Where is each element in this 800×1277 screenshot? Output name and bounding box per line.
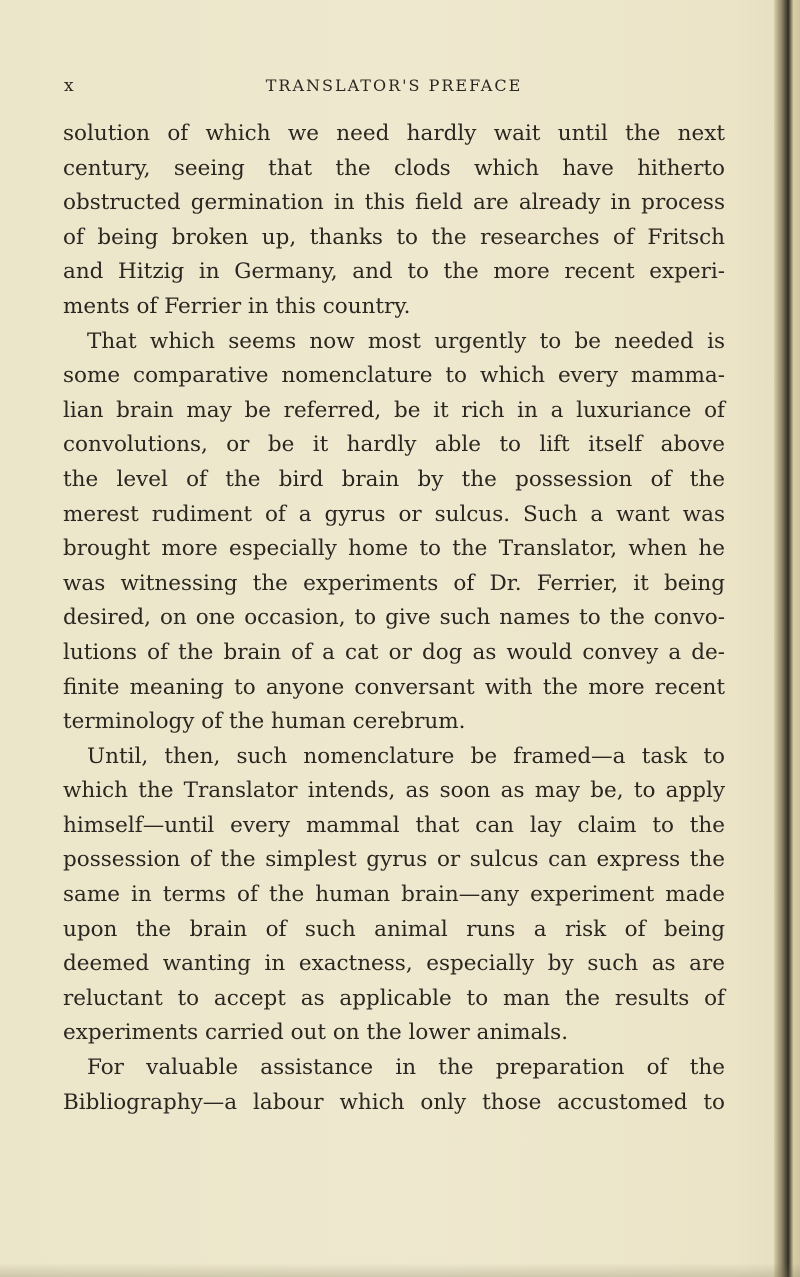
- text-line: finite meaning to anyone conversant with the more recent: [63, 674, 725, 700]
- text-line: possession of the simplest gyrus or sulcus can express the: [63, 847, 725, 873]
- text-line: lutions of the brain of a cat or dog as would convey a de-: [63, 639, 725, 665]
- page-number: x: [64, 76, 75, 96]
- text-line: Until, then, such nomenclature be framed—a task to: [87, 743, 725, 769]
- text-line: solution of which we need hardly wait until the next: [63, 121, 725, 146]
- text-line: terminology of the human cerebrum.: [63, 709, 466, 735]
- text-line: ments of Ferrier in this country.: [63, 293, 411, 319]
- text-line: That which seems now most urgently to be needed is: [87, 328, 725, 354]
- text-line: Bibliography—a labour which only those accustomed to: [63, 1089, 725, 1115]
- text-line: convolutions, or be it hardly able to lift itself above: [63, 432, 725, 458]
- text-line: century, seeing that the clods which have hitherto: [63, 155, 725, 181]
- page-header: [64, 76, 724, 102]
- text-line: desired, on one occasion, to give such names to the convo-: [63, 605, 725, 631]
- text-line: For valuable assistance in the preparation of the: [87, 1055, 725, 1081]
- text-line: himself—until every mammal that can lay claim to the: [63, 812, 725, 838]
- text-line: experiments carried out on the lower animals.: [63, 1020, 569, 1046]
- text-line: merest rudiment of a gyrus or sulcus. Such a want was: [63, 501, 725, 527]
- page-binding-edge: [774, 0, 800, 1277]
- text-line: same in terms of the human brain—any experiment made: [63, 882, 725, 908]
- running-title: TRANSLATOR'S PREFACE: [265, 76, 523, 95]
- text-line: obstructed germination in this field are already in process: [63, 190, 725, 216]
- text-line: which the Translator intends, as soon as may be, to apply: [63, 778, 725, 804]
- text-line: lian brain may be referred, be it rich in a luxuriance of: [63, 397, 725, 423]
- text-line: some comparative nomenclature to which every mamma-: [63, 363, 725, 389]
- text-line: of being broken up, thanks to the researches of Fritsch: [63, 224, 725, 250]
- text-line: and Hitzig in Germany, and to the more recent experi-: [63, 259, 725, 285]
- text-line: deemed wanting in exactness, especially by such as are: [63, 951, 725, 977]
- text-line: was witnessing the experiments of Dr. Ferrier, it being: [63, 570, 725, 596]
- text-line: reluctant to accept as applicable to man the results of: [63, 985, 725, 1011]
- body-text: [63, 117, 725, 1120]
- text-line: brought more especially home to the Translator, when he: [63, 536, 725, 562]
- page-bottom-edge: [0, 1263, 800, 1277]
- text-line: upon the brain of such animal runs a risk of being: [63, 916, 725, 942]
- text-line: the level of the bird brain by the possession of the: [63, 466, 725, 492]
